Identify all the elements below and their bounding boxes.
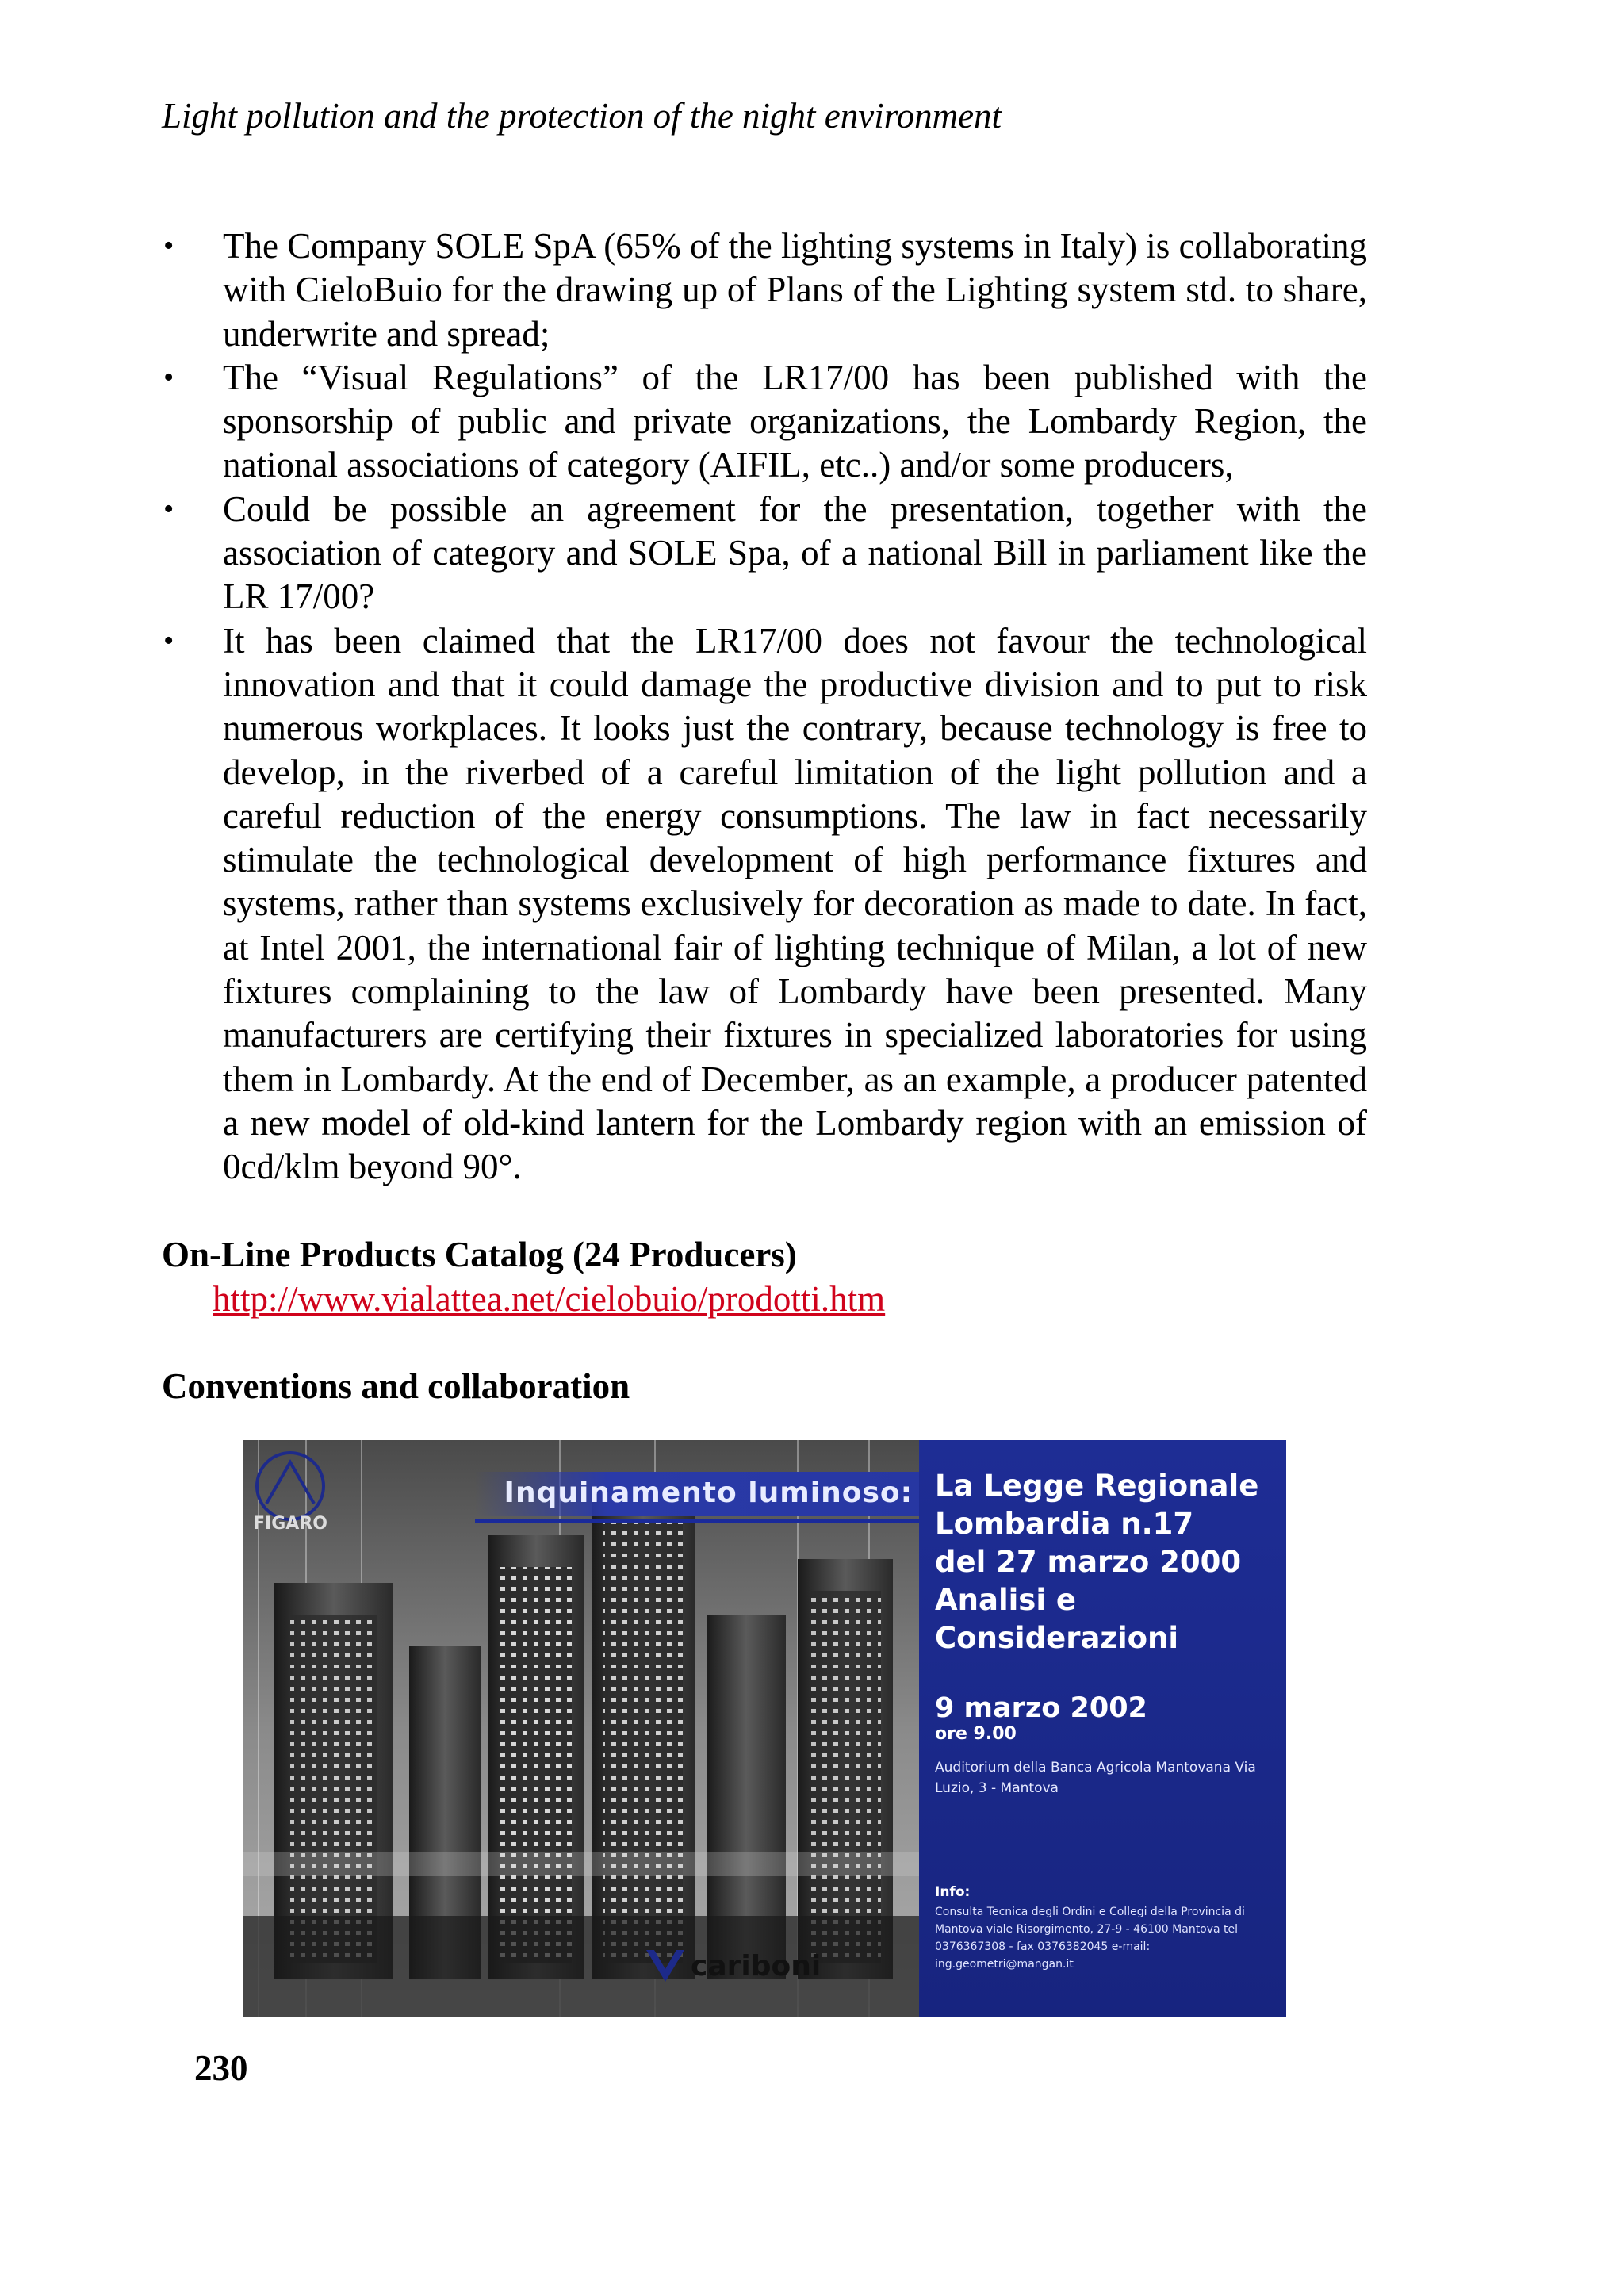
poster-title-line: del 27 marzo 2000 <box>935 1545 1242 1579</box>
poster-date: 9 marzo 2002 <box>935 1692 1147 1724</box>
bullet-text: The Company SOLE SpA (65% of the lighting systems in Italy) is collaborating with CieloBuio for the drawing up of Plans of the Lighting system std. to share, underwrite and spread; <box>223 226 1367 354</box>
poster-title-line: Analisi e <box>935 1583 1076 1617</box>
poster-title <box>935 1467 1284 1657</box>
catalog-link[interactable]: http://www.vialattea.net/cielobuio/prodotti.htm <box>213 1279 886 1319</box>
bullet-item-sole <box>162 224 1367 356</box>
bullet-list <box>162 224 1367 1190</box>
cariboni-logo-text: cariboni <box>691 1950 822 1983</box>
city-skyline-photo <box>243 1440 919 2017</box>
cariboni-logo <box>643 1942 822 1990</box>
conventions-heading: Conventions and collaboration <box>162 1366 630 1406</box>
page-number: 230 <box>194 2048 248 2088</box>
bullet-item-visual-regulations <box>162 356 1367 488</box>
bullet-symbol: • <box>163 229 174 262</box>
poster-info-panel <box>919 1440 1286 2017</box>
figaro-logo-icon <box>243 1440 338 1535</box>
poster-title-line: Lombardia n.17 <box>935 1507 1194 1541</box>
bullet-text: Could be possible an agreement for the presentation, together with the association of category and SOLE Spa, of a national Bill in parliament like the LR 17/00? <box>223 488 1367 617</box>
bullet-text: The “Visual Regulations” of the LR17/00 has been published with the sponsorship of public and private organizations, the Lombardy Region, the national associations of category (AIFIL, etc..) and/or some producers, <box>223 357 1367 485</box>
cariboni-logo-icon <box>643 1942 688 1990</box>
bullet-symbol: • <box>163 492 174 526</box>
poster-title-line: La Legge Regionale <box>935 1469 1259 1503</box>
poster-title-line: Considerazioni <box>935 1621 1179 1655</box>
poster-info-text: Consulta Tecnica degli Ordini e Collegi della Provincia di Mantova viale Risorgimento, 27-9 - 46100 Mantova tel 0376367308 - fax 0376382045 e-mail: ing.geometri@mangan.it <box>935 1906 1245 1971</box>
event-poster <box>243 1440 1286 2017</box>
poster-venue: Auditorium della Banca Agricola Mantovana Via Luzio, 3 - Mantova <box>935 1760 1256 1796</box>
bullet-item-national-bill <box>162 488 1367 619</box>
poster-banner-text: Inquinamento luminoso: <box>504 1477 913 1509</box>
running-header: Light pollution and the protection of the night environment <box>162 96 1002 136</box>
bullet-symbol: • <box>163 360 174 394</box>
bullet-item-innovation <box>162 619 1367 1190</box>
bullet-text: It has been claimed that the LR17/00 does not favour the technological innovation and that it could damage the productive division and to put to risk numerous workplaces. It looks just the contrary, because technology is free to develop, in the riverbed of a careful limitation of the light pollution and a careful reduction of the energy consumptions. The law in fact necessarily stimulate the technological development of high performance fixtures and systems, rather than systems exclusively for decoration as made to date. In fact, at Intel 2001, the international fair of lighting technique of Milan, a lot of new fixtures complaining to the law of Lombardy have been presented. Many manufacturers are certifying their fixtures in specialized laboratories for using them in Lombardy. At the end of December, as an example, a producer patented a new model of old-kind lantern for the Lombardy region with an emission of 0cd/klm beyond 90°. <box>223 620 1367 1187</box>
catalog-heading: On-Line Products Catalog (24 Producers) <box>162 1235 797 1274</box>
figaro-logo-text: FIGARO <box>253 1514 327 1534</box>
skyline-illustration <box>243 1440 919 2017</box>
poster-info-label: Info: <box>935 1884 971 1900</box>
poster-banner <box>475 1472 919 1516</box>
poster-banner-underline <box>475 1519 919 1523</box>
bullet-symbol: • <box>163 623 174 657</box>
poster-time: ore 9.00 <box>935 1724 1017 1744</box>
